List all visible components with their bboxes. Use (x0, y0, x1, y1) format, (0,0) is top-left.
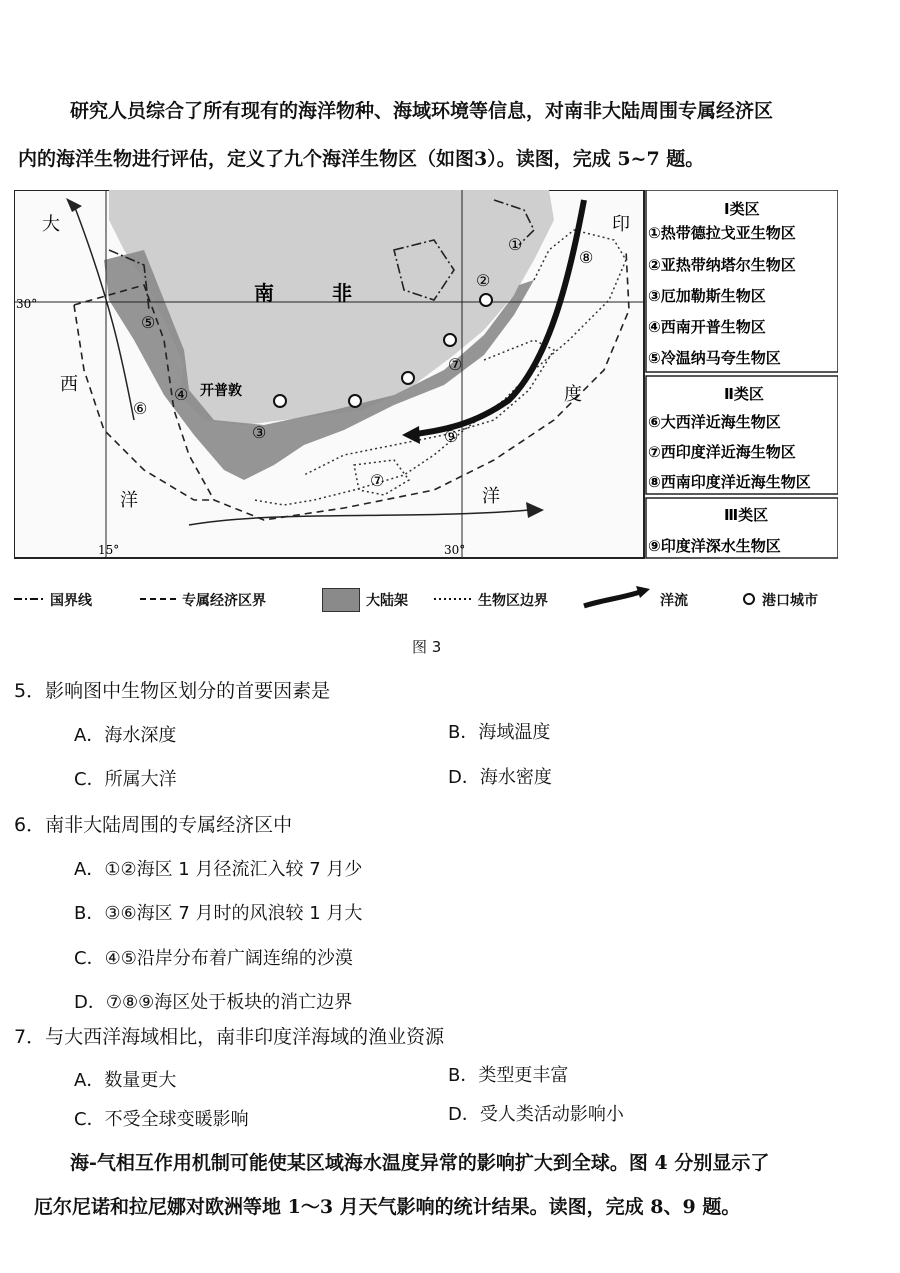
label-ocean-west-3: 洋 (120, 490, 138, 511)
map-legend (14, 586, 844, 614)
zone-number: ⑦ (448, 355, 463, 374)
port-city-marker (480, 294, 492, 306)
eez-line-icon (140, 596, 176, 602)
label-ocean-east-2: 度 (564, 384, 582, 405)
zone-number: ⑦ (370, 471, 385, 490)
label-ocean-west-2: 西 (60, 374, 78, 395)
zone-class-legend (646, 190, 838, 558)
class1-item: ④西南开普生物区 (648, 318, 766, 336)
label-city: 开普敦 (200, 383, 242, 399)
label-ocean-west-1: 大 (42, 214, 60, 235)
q7-option-c[interactable]: C．不受全球变暖影响 (74, 1109, 249, 1130)
question-5-stem: 5．影响图中生物区划分的首要因素是 (14, 680, 331, 702)
outro-line-1: 海-气相互作用机制可能使某区域海水温度异常的影响扩大到全球。图 4 分别显示了 (70, 1152, 770, 1174)
figure-caption: 图 3 (412, 638, 442, 656)
zone-number: ④ (174, 385, 189, 404)
legend-bio-label: 生物区边界 (478, 593, 548, 609)
question-7-stem: 7．与大西洋海域相比，南非印度洋海域的渔业资源 (14, 1026, 445, 1048)
legend-port-label: 港口城市 (762, 593, 818, 609)
port-circle-icon (742, 592, 756, 606)
bio-line-icon (434, 596, 472, 602)
class2-item: ⑦西印度洋近海生物区 (648, 443, 796, 461)
q6-option-b[interactable]: B．③⑥海区 7 月时的风浪较 1 月大 (74, 903, 363, 924)
q5-option-a[interactable]: A．海水深度 (74, 725, 177, 746)
port-city-marker (402, 372, 414, 384)
class1-item: ②亚热带纳塔尔生物区 (648, 256, 796, 274)
zone-number: ① (508, 235, 523, 254)
q7-option-d[interactable]: D．受人类活动影响小 (448, 1104, 624, 1125)
q6-option-d[interactable]: D．⑦⑧⑨海区处于板块的消亡边界 (74, 992, 353, 1013)
class1-item: ③厄加勒斯生物区 (648, 287, 766, 305)
class2-item: ⑥大西洋近海生物区 (648, 413, 781, 431)
shelf-swatch-icon (322, 588, 360, 612)
zone-number: ⑧ (579, 248, 594, 267)
label-ocean-east-1: 印 (612, 214, 630, 235)
legend-border-label: 国界线 (50, 593, 92, 609)
label-country-1: 南 (254, 281, 274, 305)
q5-option-d[interactable]: D．海水密度 (448, 767, 552, 788)
label-ocean-east-3: 洋 (482, 486, 500, 507)
zone-number: ⑥ (133, 399, 148, 418)
class1-item: ⑤冷温纳马夸生物区 (648, 349, 781, 367)
q5-option-c[interactable]: C．所属大洋 (74, 769, 177, 790)
zone-number: ⑨ (444, 427, 459, 446)
intro-line-1: 研究人员综合了所有现有的海洋物种、海域环境等信息，对南非大陆周围专属经济区 (70, 100, 774, 122)
zone-number: ③ (252, 423, 267, 442)
cape-town-marker (274, 395, 286, 407)
q6-option-c[interactable]: C．④⑤沿岸分布着广阔连绵的沙漠 (74, 948, 353, 969)
class1-title: Ⅰ类区 (724, 200, 760, 218)
port-city-marker (349, 395, 361, 407)
class2-title: Ⅱ类区 (724, 385, 764, 403)
label-lat: 30° (16, 297, 38, 311)
q7-option-a[interactable]: A．数量更大 (74, 1070, 177, 1091)
question-6-stem: 6．南非大陆周围的专属经济区中 (14, 814, 293, 836)
zone-number: ⑤ (141, 313, 156, 332)
class3-item: ⑨印度洋深水生物区 (648, 537, 781, 555)
legend-current-label: 洋流 (660, 593, 688, 609)
biozone-map (14, 190, 838, 560)
q6-option-a[interactable]: A．①②海区 1 月径流汇入较 7 月少 (74, 859, 363, 880)
legend-shelf-label: 大陆架 (366, 593, 408, 609)
label-lon-1: 15° (98, 543, 120, 557)
class3-title: Ⅲ类区 (724, 506, 769, 524)
q7-option-b[interactable]: B．类型更丰富 (448, 1065, 569, 1086)
label-country-2: 非 (332, 281, 352, 305)
zone-number: ② (476, 271, 491, 290)
port-city-marker (444, 334, 456, 346)
q5-option-b[interactable]: B．海域温度 (448, 722, 551, 743)
legend-eez-label: 专属经济区界 (182, 593, 266, 609)
label-lon-2: 30° (444, 543, 466, 557)
current-arrow-icon (582, 586, 652, 610)
class2-item: ⑧西南印度洋近海生物区 (648, 473, 811, 491)
class1-item: ①热带德拉戈亚生物区 (648, 224, 796, 242)
outro-line-2: 厄尔尼诺和拉尼娜对欧洲等地 1～3 月天气影响的统计结果。读图，完成 8、9 题。 (34, 1196, 741, 1218)
border-line-icon (14, 596, 44, 602)
intro-line-2: 内的海洋生物进行评估，定义了九个海洋生物区（如图3）。读图，完成 5~7 题。 (18, 148, 705, 170)
